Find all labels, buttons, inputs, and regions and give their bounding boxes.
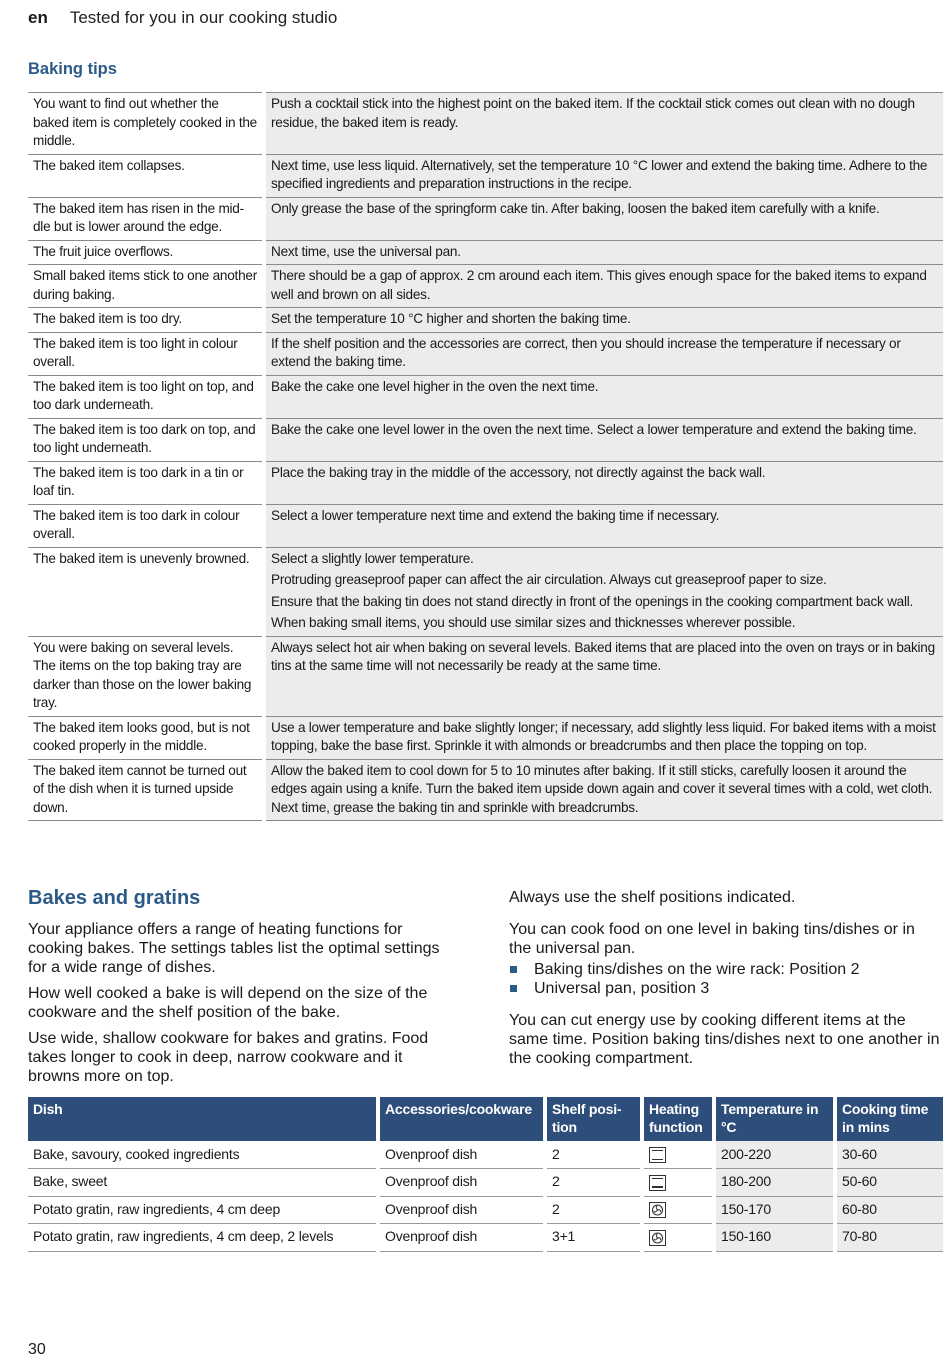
dish-cell: Bake, sweet (28, 1169, 378, 1197)
energy-note: You can cut energy use by cooking different items at the same time. Position baking tins/dishes next to one another in the cooking compartment. (509, 1012, 940, 1067)
top-bottom-heating-icon (649, 1175, 666, 1191)
problem-cell: The baked item is too dry. (28, 308, 264, 333)
header-shelf: Shelf posi-tion (545, 1097, 642, 1141)
remedy-cell (264, 375, 943, 418)
header-accessories: Accessories/cookware (378, 1097, 545, 1141)
table-row (28, 265, 943, 308)
problem-cell: The baked item is unevenly browned. (28, 547, 264, 636)
problem-cell: The baked item is too light in colour overall. (28, 332, 264, 375)
remedy-cell (264, 197, 943, 240)
remedy-cell (264, 716, 943, 759)
remedy-text: Next time, use the universal pan. (271, 243, 461, 259)
header-heating: Heating function (642, 1097, 714, 1141)
table-row (28, 461, 943, 504)
time-cell: 70-80 (835, 1224, 943, 1252)
table-row (28, 1169, 943, 1197)
section-title: Tested for you in our cooking studio (69, 8, 338, 27)
table-row (28, 716, 943, 759)
remedy-text: Always select hot air when baking on several levels. Baked items that are placed into the oven on trays or in baking tins at the same time will not necessarily be ready at the same time. (271, 639, 935, 673)
top-bottom-heating-icon (649, 1147, 666, 1163)
remedy-cell (264, 93, 943, 155)
heating-cell (642, 1196, 714, 1224)
problem-cell: You want to find out whether the baked item is completely cooked in the middle. (28, 93, 264, 155)
remedy-text: Place the baking tray in the middle of the accessory, not directly against the back wall. (271, 464, 766, 480)
time-cell: 50-60 (835, 1169, 943, 1197)
table-row (28, 759, 943, 821)
remedy-text: Next time, use less liquid. Alternatively, set the temperature 10 °C lower and extend the baking time. Adhere to the specified ingredients and preparation instructions in the recipe. (271, 157, 928, 191)
remedy-text: There should be a gap of approx. 2 cm around each item. This gives enough space for the baked items to expand well and brown on all sides. (271, 268, 927, 302)
remedy-cell (264, 308, 943, 333)
dish-cell: Bake, savoury, cooked ingredients (28, 1141, 378, 1169)
bullet-item: Universal pan, position 3 (509, 979, 941, 998)
table-row (28, 197, 943, 240)
remedy-text: When baking small items, you should use similar sizes and thicknesses wherever possible. (271, 615, 796, 630)
accessories-cell: Ovenproof dish (378, 1196, 545, 1224)
table-header-row (28, 1097, 943, 1141)
bakes-settings-table (28, 1097, 943, 1252)
temperature-cell: 180-200 (714, 1169, 835, 1197)
hot-air-icon (649, 1230, 666, 1246)
time-cell: 60-80 (835, 1196, 943, 1224)
bullet-item: Baking tins/dishes on the wire rack: Position 2 (509, 960, 941, 979)
remedy-cell (264, 418, 943, 461)
shelf-cell: 2 (545, 1169, 642, 1197)
table-row (28, 240, 943, 265)
problem-cell: You were baking on several levels. The items on the top baking tray are darker than those on the lower baking tray. (28, 636, 264, 716)
header-temperature: Temperature in °C (714, 1097, 835, 1141)
table-row (28, 154, 943, 197)
problem-cell: The baked item is too light on top, and too dark underneath. (28, 375, 264, 418)
table-row (28, 1224, 943, 1252)
bakes-paragraph: Use wide, shallow cookware for bakes and gratins. Food takes longer to cook in deep, narrow cookware and it browns more on top. (28, 1030, 429, 1085)
language-code: en (28, 8, 48, 27)
problem-cell: The baked item is too dark in colour overall. (28, 504, 264, 547)
table-row (28, 636, 943, 716)
baking-tips-heading: Baking tips (28, 60, 117, 78)
temperature-cell: 200-220 (714, 1141, 835, 1169)
bakes-left-column (28, 886, 448, 1093)
temperature-cell: 150-170 (714, 1196, 835, 1224)
bakes-right-column (509, 886, 941, 1075)
remedy-text: Push a cocktail stick into the highest point on the baked item. If the cocktail stick comes out clean with no dough residue, the baked item is ready. (271, 96, 915, 130)
header-dish: Dish (28, 1097, 378, 1141)
baking-tips-table (28, 92, 943, 821)
table-row (28, 1141, 943, 1169)
accessories-cell: Ovenproof dish (378, 1224, 545, 1252)
table-row (28, 308, 943, 333)
heating-cell (642, 1169, 714, 1197)
remedy-cell (264, 265, 943, 308)
heating-cell (642, 1141, 714, 1169)
heating-cell (642, 1224, 714, 1252)
remedy-text: Select a slightly lower temperature. (271, 550, 474, 566)
remedy-text: Protruding greaseproof paper can affect the air circulation. Always cut greaseproof paper to size. (271, 572, 827, 587)
shelf-cell: 2 (545, 1196, 642, 1224)
table-row (28, 504, 943, 547)
table-row (28, 375, 943, 418)
remedy-text: If the shelf position and the accessories are correct, then you should increase the temperature if necessary or extend the baking time. (271, 335, 901, 369)
remedy-text: Bake the cake one level lower in the oven the next time. Select a lower temperature and extend the baking time. (271, 421, 917, 437)
bakes-paragraph: Your appliance offers a range of heating functions for cooking bakes. The settings tables list the optimal settings for a wide range of dishes. (28, 921, 440, 976)
table-row (28, 547, 943, 636)
dish-cell: Potato gratin, raw ingredients, 4 cm deep (28, 1196, 378, 1224)
shelf-cell: 2 (545, 1141, 642, 1169)
remedy-text: Bake the cake one level higher in the oven the next time. (271, 378, 599, 394)
problem-cell: The fruit juice overflows. (28, 240, 264, 265)
hot-air-icon (649, 1202, 666, 1218)
remedy-cell (264, 504, 943, 547)
remedy-cell (264, 240, 943, 265)
table-row (28, 418, 943, 461)
problem-cell: The baked item is too dark in a tin or loaf tin. (28, 461, 264, 504)
accessories-cell: Ovenproof dish (378, 1169, 545, 1197)
shelf-position-note: Always use the shelf positions indicated. (509, 889, 796, 906)
remedy-text: Only grease the base of the springform cake tin. After baking, loosen the baked item carefully with a knife. (271, 200, 880, 216)
remedy-text: Use a lower temperature and bake slightly longer; if necessary, add slightly less liquid. For baked items with a moist topping, bake the base first. Sprinkle it with almonds or breadcrumbs and then place the topping on top. (271, 719, 936, 753)
problem-cell: The baked item is too dark on top, and too light underneath. (28, 418, 264, 461)
problem-cell: The baked item cannot be turned out of the dish when it is turned upside down. (28, 759, 264, 821)
problem-cell: The baked item looks good, but is not cooked properly in the middle. (28, 716, 264, 759)
remedy-cell (264, 759, 943, 821)
bakes-paragraph: How well cooked a bake is will depend on the size of the cookware and the shelf position of the bake. (28, 985, 428, 1021)
header-time: Cooking time in mins (835, 1097, 943, 1141)
shelf-bullet-list (509, 960, 941, 998)
remedy-text: Set the temperature 10 °C higher and shorten the baking time. (271, 311, 631, 326)
page-header (28, 8, 337, 28)
remedy-cell (264, 461, 943, 504)
temperature-cell: 150-160 (714, 1224, 835, 1252)
remedy-text: Allow the baked item to cool down for 5 to 10 minutes after baking. If it still sticks, carefully loosen it around the edges again using a knife. Turn the baked item upside down again and cover it several times with a cold, wet cloth. Next time, grease the baking tin and sprinkle with breadcrumbs. (271, 762, 933, 815)
dish-cell: Potato gratin, raw ingredients, 4 cm deep, 2 levels (28, 1224, 378, 1252)
problem-cell: Small baked items stick to one another during baking. (28, 265, 264, 308)
remedy-text: Select a lower temperature next time and extend the baking time if necessary. (271, 507, 720, 523)
table-row (28, 93, 943, 155)
remedy-cell (264, 154, 943, 197)
one-level-note: You can cook food on one level in baking tins/dishes or in the universal pan. (509, 921, 915, 957)
bakes-heading: Bakes and gratins (28, 887, 201, 909)
remedy-text: Ensure that the baking tin does not stand directly in front of the openings in the cooking compartment back wall. (271, 593, 914, 609)
shelf-cell: 3+1 (545, 1224, 642, 1252)
problem-cell: The baked item collapses. (28, 154, 264, 197)
page-number: 30 (28, 1341, 46, 1358)
problem-cell: The baked item has risen in the mid-dle but is lower around the edge. (28, 197, 264, 240)
time-cell: 30-60 (835, 1141, 943, 1169)
table-row (28, 332, 943, 375)
accessories-cell: Ovenproof dish (378, 1141, 545, 1169)
remedy-cell (264, 332, 943, 375)
remedy-cell (264, 547, 943, 636)
remedy-cell (264, 636, 943, 716)
table-row (28, 1196, 943, 1224)
